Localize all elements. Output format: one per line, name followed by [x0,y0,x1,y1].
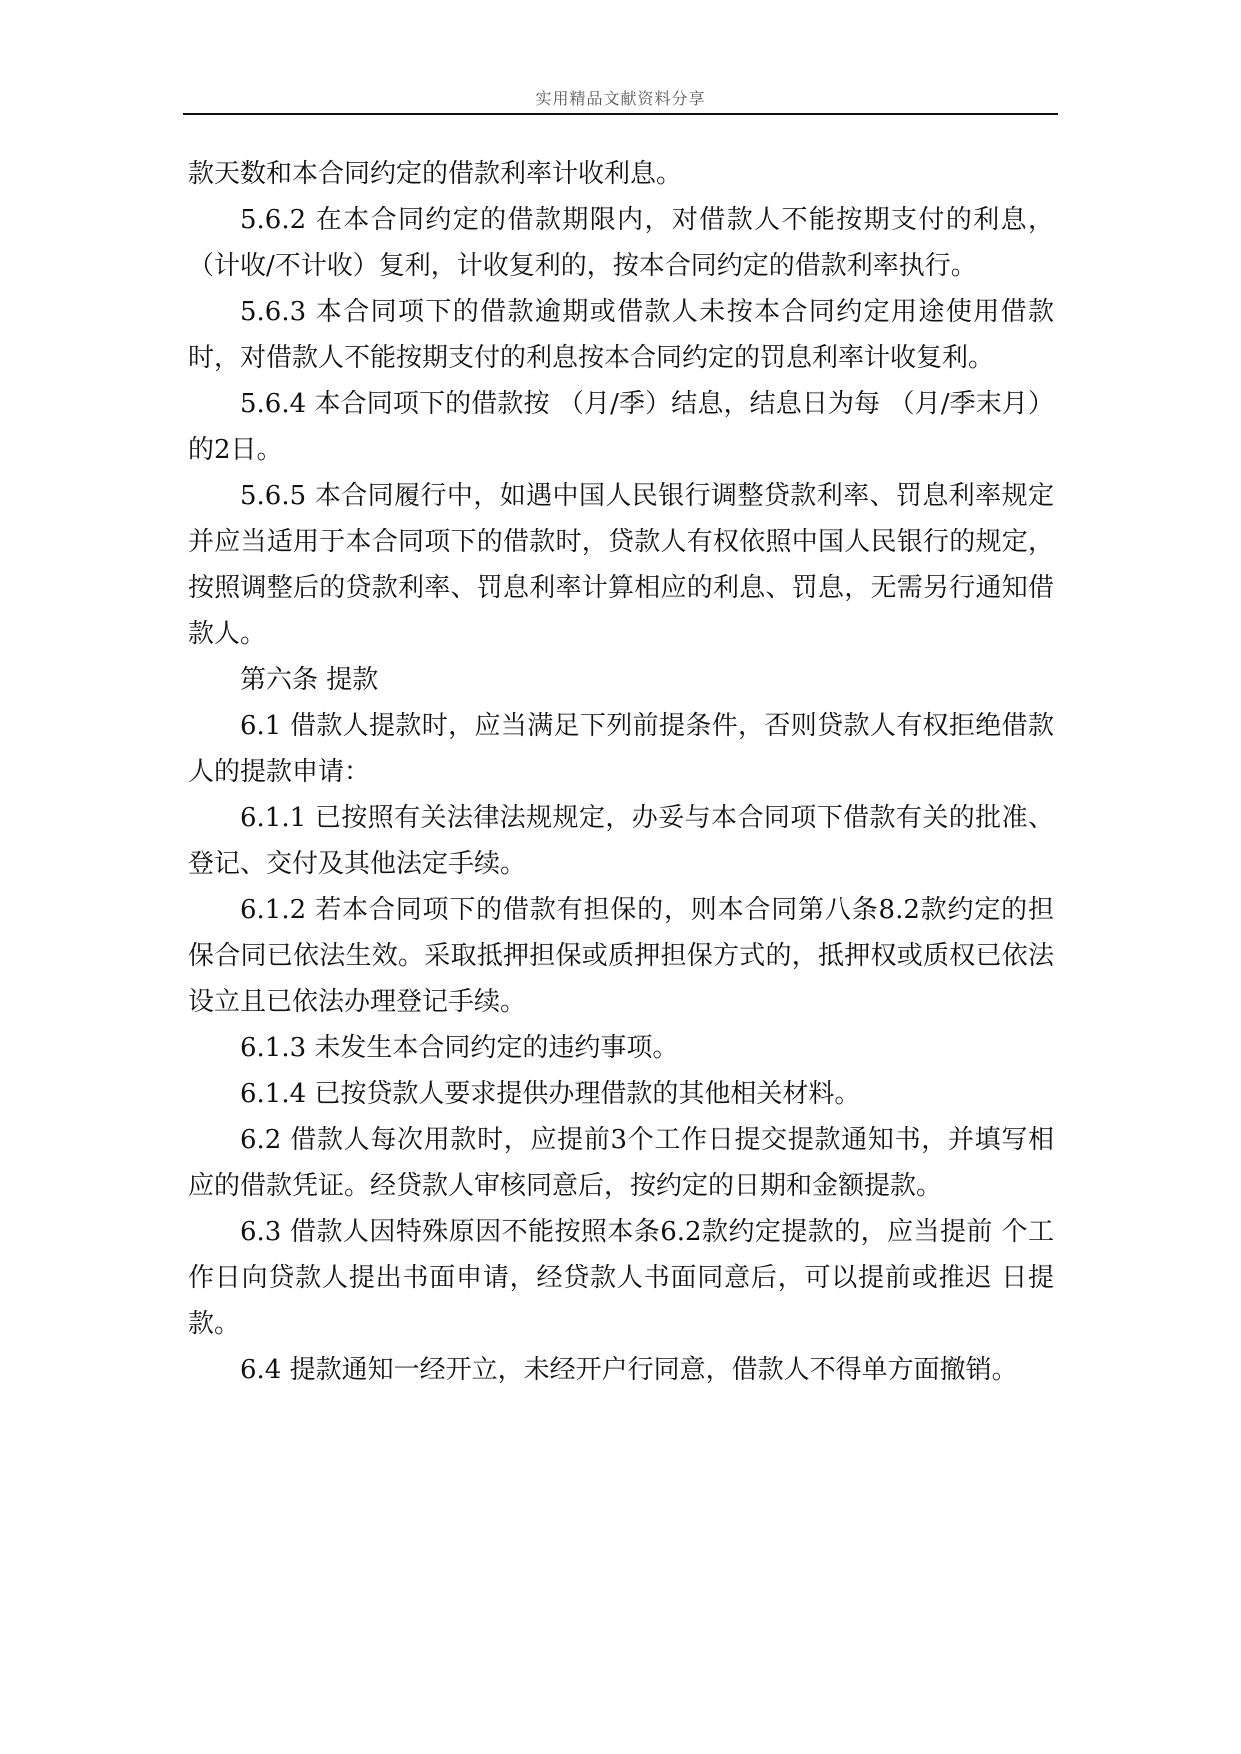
section-heading: 第六条 提款 [240,665,379,695]
paragraph: 5.6.3 本合同项下的借款逾期或借款人未按本合同约定用途使用借款时，对借款人不能按期支付的利息按本合同约定的罚息利率计收复利。 [188,297,1054,373]
header-divider [183,113,1058,115]
paragraph: 6.3 借款人因特殊原因不能按照本条6.2款约定提款的，应当提前 个工作日向贷款人提出书面申请，经贷款人书面同意后，可以提前或推迟 日提款。 [188,1217,1054,1339]
paragraph: 款天数和本合同约定的借款利率计收利息。 [188,159,683,189]
paragraph: 5.6.2 在本合同约定的借款期限内，对借款人不能按期支付的利息，（计收/不计收）复利，计收复利的，按本合同约定的借款利率执行。 [188,205,1054,281]
paragraph: 6.4 提款通知一经开立，未经开户行同意，借款人不得单方面撤销。 [240,1355,1018,1385]
paragraph: 6.1.4 已按贷款人要求提供办理借款的其他相关材料。 [240,1079,861,1109]
paragraph: 5.6.4 本合同项下的借款按 （月/季）结息，结息日为每 （月/季末月）的2日。 [188,389,1054,465]
paragraph: 6.2 借款人每次用款时，应提前3个工作日提交提款通知书，并填写相应的借款凭证。经贷款人审核同意后，按约定的日期和金额提款。 [188,1125,1054,1201]
paragraph: 6.1 借款人提款时，应当满足下列前提条件，否则贷款人有权拒绝借款人的提款申请： [188,711,1054,787]
paragraph: 6.1.2 若本合同项下的借款有担保的，则本合同第八条8.2款约定的担保合同已依法生效。采取抵押担保或质押担保方式的，抵押权或质权已依法设立且已依法办理登记手续。 [188,895,1054,1017]
page-header-title: 实用精品文献资料分享 [535,89,706,108]
paragraph: 6.1.3 未发生本合同约定的违约事项。 [240,1033,679,1063]
paragraph: 6.1.1 已按照有关法律法规规定，办妥与本合同项下借款有关的批准、登记、交付及其他法定手续。 [188,803,1054,879]
paragraph: 5.6.5 本合同履行中，如遇中国人民银行调整贷款利率、罚息利率规定并应当适用于本合同项下的借款时，贷款人有权依照中国人民银行的规定，按照调整后的贷款利率、罚息利率计算相应的利息、罚息，无需另行通知借款人。 [188,481,1054,649]
document-body [188,151,1054,1393]
